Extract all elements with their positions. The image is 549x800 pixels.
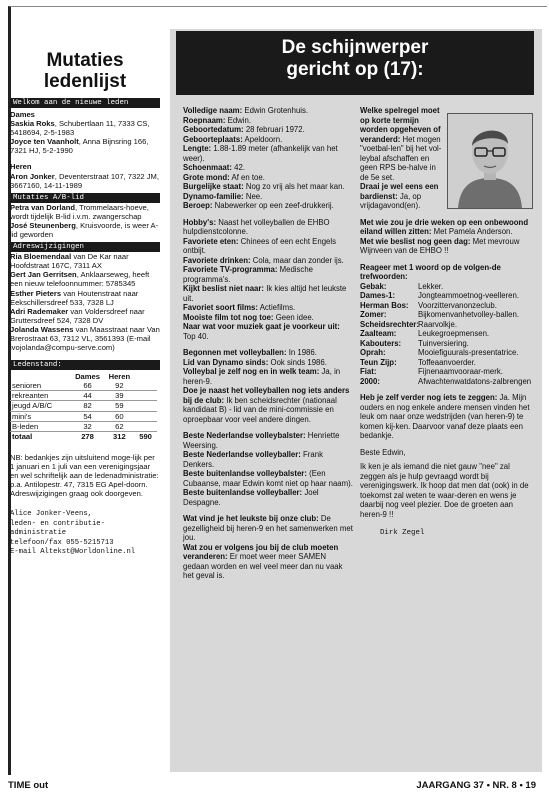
adreswijziging-name: Esther Pieters <box>10 288 62 298</box>
trefwoord: Gebak: <box>360 281 387 291</box>
qa-item <box>183 358 353 368</box>
table-cell: senioren <box>10 381 70 391</box>
table-cell <box>134 391 157 401</box>
table-cell: 312 <box>113 431 126 441</box>
mutatie-details: , Kruisvoorde, is weer A-lid geworden <box>10 220 159 240</box>
admin-line: telefoon/fax 055-5215713 <box>10 538 114 547</box>
question: Wat vind je het leukste bij onze club: <box>183 514 319 523</box>
table-cell <box>134 411 157 421</box>
adreswijziging-details: van De Kar naar Hoofdstraat 167C, 7311 AX <box>10 252 129 271</box>
ledenlijst-column <box>10 28 160 557</box>
dames-label: Dames <box>10 110 35 119</box>
table-cell: 59 <box>105 401 135 411</box>
mutatie-name: José Steunenberg <box>10 220 76 230</box>
qa-item <box>183 303 353 313</box>
qa-item <box>183 218 353 237</box>
qa-item <box>360 218 536 237</box>
spacer <box>183 424 353 431</box>
qa-item <box>360 106 444 182</box>
answer: Geen idee. <box>273 312 314 322</box>
table-cell: 39 <box>105 391 135 401</box>
adreswijziging-entry <box>10 270 160 288</box>
answer: Nog zo vrij als het maar kan. <box>243 182 345 191</box>
interview-column-2 <box>360 106 536 539</box>
qa-item <box>183 431 353 450</box>
trefwoord-antwoord: Mooiefiguurals-presentatrice. <box>418 348 519 357</box>
table-header-row <box>10 372 157 381</box>
trefwoord-row <box>360 358 536 368</box>
table-cell: mini's <box>10 411 70 421</box>
answer: Ook sinds 1986. <box>268 357 327 367</box>
qa-item <box>183 173 353 183</box>
qa-item <box>183 514 353 543</box>
adreswijziging-name: Jolanda Wassens <box>10 324 74 334</box>
page-footer <box>8 776 544 796</box>
dames-name: Saskia Roks <box>10 119 55 129</box>
adreswijziging-details: van Houtenstraat naar Eekschillersdreef 533, 7328 LJ <box>10 288 139 307</box>
qa-item <box>183 543 353 581</box>
dames-list <box>10 119 160 155</box>
interview-column-1 <box>183 106 353 581</box>
table-cell: 278 <box>81 431 94 441</box>
mutaties-header: Mutaties A/B-lid <box>10 193 160 203</box>
trefwoord-antwoord: Raarvolkje. <box>418 319 457 329</box>
question: Favoriete TV-programma: <box>183 265 278 274</box>
trefwoord: Fiat: <box>360 367 377 376</box>
answer: Henriette Weersing. <box>183 431 340 450</box>
adreswijziging-entry <box>10 289 160 307</box>
question: Beste Nederlandse volleyballer: <box>183 450 301 459</box>
question: Grote mond: <box>183 172 230 182</box>
mutatie-entry <box>10 203 160 221</box>
question: Dynamo-familie: <box>183 191 244 201</box>
answer: De gezelligheid bij heren-9 en het samenwerken met jou. <box>183 514 353 542</box>
zelf-iets-te-zeggen: Heb je zelf verder nog iets te zeggen: Ja. Mijn ouders en nog enkele andere mensen vinden het leuk om naar onze wedstrijden (van heren-9) te komen kij-ken. Daarvoor vanaf deze plaats een bedankje. <box>360 393 530 440</box>
dames-name: Joyce ten Vaanholt <box>10 137 79 147</box>
question: Draai je wel eens een bardienst: <box>360 182 439 201</box>
heren-entry <box>10 172 160 190</box>
question: Geboorteplaats: <box>183 134 243 144</box>
question: Favoriete drinken: <box>183 255 251 265</box>
adreswijziging-entry <box>10 252 160 270</box>
question: Beste buitenlandse volleyballer: <box>183 488 303 497</box>
trefwoord-row <box>360 348 536 358</box>
qa-item <box>183 144 353 163</box>
trefwoord: 2000: <box>360 376 380 386</box>
mutatie-name: Petra van Dorland <box>10 202 75 212</box>
question: Geboortedatum: <box>183 125 244 134</box>
qa-item <box>183 367 353 386</box>
admin-line: Alice Jonker-Veens, <box>10 510 92 519</box>
trefwoord-antwoord: Toffeaanvoerder. <box>418 357 476 367</box>
answer: Ik kies altijd het leukste uit. <box>183 284 347 303</box>
question: Volleybal je zelf nog en in welk team: <box>183 367 320 376</box>
qa-item <box>183 182 353 192</box>
question: Doe je naast het volleyballen nog iets anders bij de club: <box>183 386 350 405</box>
qa-item <box>183 348 353 358</box>
qa-item <box>183 192 353 202</box>
interview-col2-mid <box>360 218 536 256</box>
mutatie-details: , Trommelaars-hoeve, wordt tijdelijk B-lid i.v.m. zwangerschap <box>10 202 149 221</box>
trefwoord-row <box>360 310 536 320</box>
trefwoord-row <box>360 291 536 301</box>
trefwoord: Scheidsrechter: <box>360 319 419 329</box>
adreswijziging-details: van Maasstraat naar Van Brerostraat 63, 7312 VL, 3561393 (E-mail ivojolanda@compu-serve.com) <box>10 324 160 353</box>
dames-entry <box>10 119 160 137</box>
answer: (Een Cubaanse, maar Edwin komt niet op haar naam). <box>183 469 353 488</box>
trefwoord-antwoord: Bijkomenvanhetvolley-ballen. <box>418 310 519 319</box>
schijnwerper-banner: De schijnwerper gericht op (17): <box>176 31 534 95</box>
answer: 1.88-1.89 meter (afhankelijk van het weer). <box>183 144 338 163</box>
trefwoord: Zomer: <box>360 310 387 319</box>
answer: Met mevrouw Wijnveen van de EHBO !! <box>360 236 520 255</box>
answer: Apeldoorn. <box>242 134 283 144</box>
table-cell: B-leden <box>10 421 70 431</box>
qa-item <box>183 284 353 303</box>
signature: Dirk Zegel <box>380 529 425 537</box>
interview-col2-top <box>360 106 444 211</box>
admin-line: administratie <box>10 529 67 538</box>
trefwoord-row <box>360 320 536 330</box>
magazine-name: TIME out <box>8 780 49 791</box>
table-header-cell: Heren <box>108 372 131 382</box>
ledenstand-table <box>10 372 157 441</box>
question: Lid van Dynamo sinds: <box>183 357 269 367</box>
adreswijziging-details: , Anklaarseweg, heeft een nieuw telefoonnummer: 5785345 <box>10 270 150 289</box>
qa-item <box>183 450 353 469</box>
table-header-cell <box>134 372 157 381</box>
table-cell: 32 <box>70 421 104 431</box>
answer: 28 februari 1972. <box>243 125 305 134</box>
qa-item <box>183 386 353 424</box>
question: Volledige naam: <box>183 106 243 115</box>
qa-item <box>183 488 353 507</box>
adreswijziging-name: Adri Rademaker <box>10 306 69 316</box>
qa-item <box>183 135 353 145</box>
qa-item <box>183 106 353 116</box>
trefwoord: Dames-1: <box>360 291 396 300</box>
question: Met wie zou je drie weken op een onbewoond eiland willen zitten: <box>360 217 529 236</box>
adreswijziging-name: Ria Bloemendaal <box>10 252 72 262</box>
qa-item <box>360 237 536 256</box>
welcome-header: Welkom aan de nieuwe leden <box>10 98 160 108</box>
table-row <box>10 411 157 421</box>
answer: Edwin. <box>225 115 252 125</box>
ledenlijst-title: Mutaties ledenlijst <box>43 50 127 92</box>
table-cell: 590 <box>139 431 152 441</box>
qa-item <box>183 163 353 173</box>
spacer <box>183 211 353 218</box>
heren-name: Aron Jonker <box>10 171 55 181</box>
question: Favoriet soort films: <box>183 303 258 312</box>
answer: Cola, maar dan zonder ijs. <box>250 255 344 265</box>
qa-item <box>183 237 353 256</box>
question: Beste Nederlandse volleybalster: <box>183 431 306 440</box>
trefwoorden-list <box>360 282 536 387</box>
dames-entry <box>10 137 160 155</box>
adreswijziging-name: Gert Jan Gerritsen <box>10 270 77 280</box>
answer: Actiefilms. <box>257 303 296 312</box>
answer: Ja, in heren-9. <box>183 367 341 386</box>
qa-item <box>183 201 353 211</box>
trefwoord-antwoord: Afwachtenwatdatons-zalbrengen <box>418 376 532 386</box>
qa-item <box>360 182 444 211</box>
table-cell: 92 <box>105 381 135 391</box>
woorden-intro: Reageer met 1 woord op de volgen-de trefwoorden: <box>360 262 501 281</box>
ledenstand-header: Ledenstand: <box>10 360 160 370</box>
question: Mooiste film tot nog toe: <box>183 312 274 322</box>
trefwoord-row <box>360 339 536 349</box>
issue-info: JAARGANG 37 • NR. 8 • 19 <box>416 780 536 791</box>
qa-item <box>183 313 353 323</box>
table-header-cell: Dames <box>75 372 100 382</box>
question: Roepnaam: <box>183 115 226 125</box>
table-cell <box>134 401 157 411</box>
trefwoord-antwoord: Fijnenaamvooraar-merk. <box>418 367 503 376</box>
qa-item <box>183 116 353 126</box>
trefwoord: Zaalteam: <box>360 329 397 338</box>
question: Burgelijke staat: <box>183 182 244 191</box>
mutaties-list <box>10 203 160 239</box>
answer: Er moet weer meer SAMEN gedaan worden en wel veel meer dan nu vaak het geval is. <box>183 552 343 580</box>
adres-header: Adreswijzigingen <box>10 242 160 252</box>
table-row <box>10 431 157 441</box>
table-row <box>10 421 157 431</box>
answer: Joel Despagne. <box>183 488 319 507</box>
table-cell: totaal <box>12 431 33 441</box>
answer: Frank Denkers. <box>183 450 323 469</box>
question: Welke spelregel moet op korte termijn worden opgeheven of veranderd: <box>360 106 441 144</box>
spacer <box>183 507 353 514</box>
letter-body: Ik ken je als iemand die niet gauw "nee" zal zeggen als je hulp gevraagd wordt bij verenigingswerk. Ik hoop dat men dat (ook) in de toekomst zal weten te waar-deren en wens je daarbij nog veel plezier. Doe de groeten aan heren-9 !! <box>360 462 529 519</box>
question: Beste buitenlandse volleybalster: <box>183 469 307 478</box>
adreswijziging-entry <box>10 325 160 352</box>
question: Wat zou er volgens jou bij de club moeten veranderen: <box>183 542 339 561</box>
answer: Naast het volleyballen de EHBO hulpdienstcolonne. <box>183 217 330 236</box>
qa-item <box>183 469 353 488</box>
answer: Top 40. <box>183 331 209 341</box>
table-cell: rekreanten <box>10 391 70 401</box>
trefwoord: Oprah: <box>360 348 386 357</box>
schijnwerper-panel <box>170 29 542 772</box>
admin-line: leden- en contributie- <box>10 519 105 528</box>
trefwoord-antwoord: Tuinversiering. <box>418 338 469 348</box>
question: Schoenmaat: <box>183 163 232 172</box>
table-row <box>10 381 157 391</box>
dames-details: , Schubertlaan 11, 7333 CS, 5418694, 2-5-1983 <box>10 119 150 138</box>
answer: Af en toe. <box>229 172 265 182</box>
answer: Nee. <box>243 191 263 201</box>
answer: Ja, op vrijdagavond(en). <box>360 191 422 210</box>
question: Lengte: <box>183 144 212 153</box>
table-cell <box>134 421 157 431</box>
trefwoord-antwoord: Leukegroepmensen. <box>418 329 490 338</box>
answer: In 1986. <box>286 348 317 357</box>
table-cell: 44 <box>70 391 104 401</box>
answer: Edwin Grotenhuis. <box>242 106 309 115</box>
adreswijziging-entry <box>10 307 160 325</box>
answer: Het mogen "voetbal-len" bij het vol-leybal afschaffen en geen RPS be-halve in de 5e set. <box>360 134 442 182</box>
heren-list <box>10 172 160 190</box>
admin-line: E-mail Altekst@Worldonline.nl <box>10 547 136 556</box>
question: Met wie beslist nog geen dag: <box>360 236 471 246</box>
table-row <box>10 401 157 411</box>
question: Hobby's: <box>183 217 217 227</box>
bedankjes-note: NB: bedankjes zijn uitsluitend moge-lijk per 1 januari en 1 juli van een verenigingsjaar en wel schriftelijk aan de ledenadministratie: p.a. Antilopestr. 47, 7315 EG Apel-doorn. Adreswijzigingen graag ook doorgeven. <box>10 452 159 499</box>
trefwoord-antwoord: Jongteammoetnog-veelleren. <box>418 291 519 300</box>
table-cell: 60 <box>105 411 135 421</box>
letter-greeting: Beste Edwin, <box>360 447 406 457</box>
heren-label: Heren <box>10 162 32 172</box>
trefwoord-antwoord: Lekker. <box>418 281 444 291</box>
heren-details: , Deventerstraat 107, 7322 JM, 3667160, 14-11-1989 <box>10 171 159 190</box>
adres-list <box>10 252 160 352</box>
answer: Chinees of een echt Engels ontbijt. <box>183 236 336 255</box>
ledenadministratie-contact <box>10 510 160 557</box>
adreswijziging-details: van Voldersdreef naar Gruttersdreef 524, 7328 DV <box>10 306 145 325</box>
trefwoord-row <box>360 367 536 377</box>
answer: 42. <box>231 163 245 172</box>
trefwoord-antwoord: Voorzittervanonzeclub. <box>418 300 497 310</box>
answer: Medische programma's. <box>183 265 314 284</box>
qa-item <box>183 322 353 341</box>
question: Kijkt beslist niet naar: <box>183 284 265 293</box>
question: Naar wat voor muziek gaat je voorkeur uit: <box>183 322 340 331</box>
table-cell: 54 <box>70 411 104 421</box>
answer: Met Pamela Anderson. <box>431 227 513 236</box>
trefwoord-row <box>360 377 536 387</box>
question: Favoriete eten: <box>183 236 239 246</box>
table-cell: 66 <box>70 381 104 391</box>
table-row <box>10 391 157 401</box>
trefwoord: Kabouters: <box>360 338 402 348</box>
table-header-cell <box>10 372 70 381</box>
trefwoord-row <box>360 329 536 339</box>
answer: Ik ben scheidsrechter (nationaal kandidaat B) - lid van de mini-commissie en oproepbaar voor veel andere dingen. <box>183 395 337 424</box>
question: Beroep: <box>183 201 213 210</box>
answer: Nabewerker op een zeef-drukkerij. <box>212 201 334 210</box>
qa-item <box>183 265 353 284</box>
spacer <box>183 341 353 348</box>
question: Begonnen met volleyballen: <box>183 348 287 357</box>
trefwoord-row <box>360 282 536 292</box>
table-cell: jeugd A/B/C <box>10 401 70 411</box>
qa-item <box>183 256 353 266</box>
trefwoord-row <box>360 301 536 311</box>
qa-item <box>183 125 353 135</box>
table-cell: 82 <box>70 401 104 411</box>
mutatie-entry <box>10 221 160 239</box>
table-cell <box>134 381 157 391</box>
trefwoord: Teun Zijp: <box>360 357 397 367</box>
dames-details: , Anna Bijnsring 166, 7321 HJ, 5-2-1990 <box>10 137 149 156</box>
table-cell: 62 <box>105 421 135 431</box>
trefwoord: Herman Bos: <box>360 300 409 310</box>
